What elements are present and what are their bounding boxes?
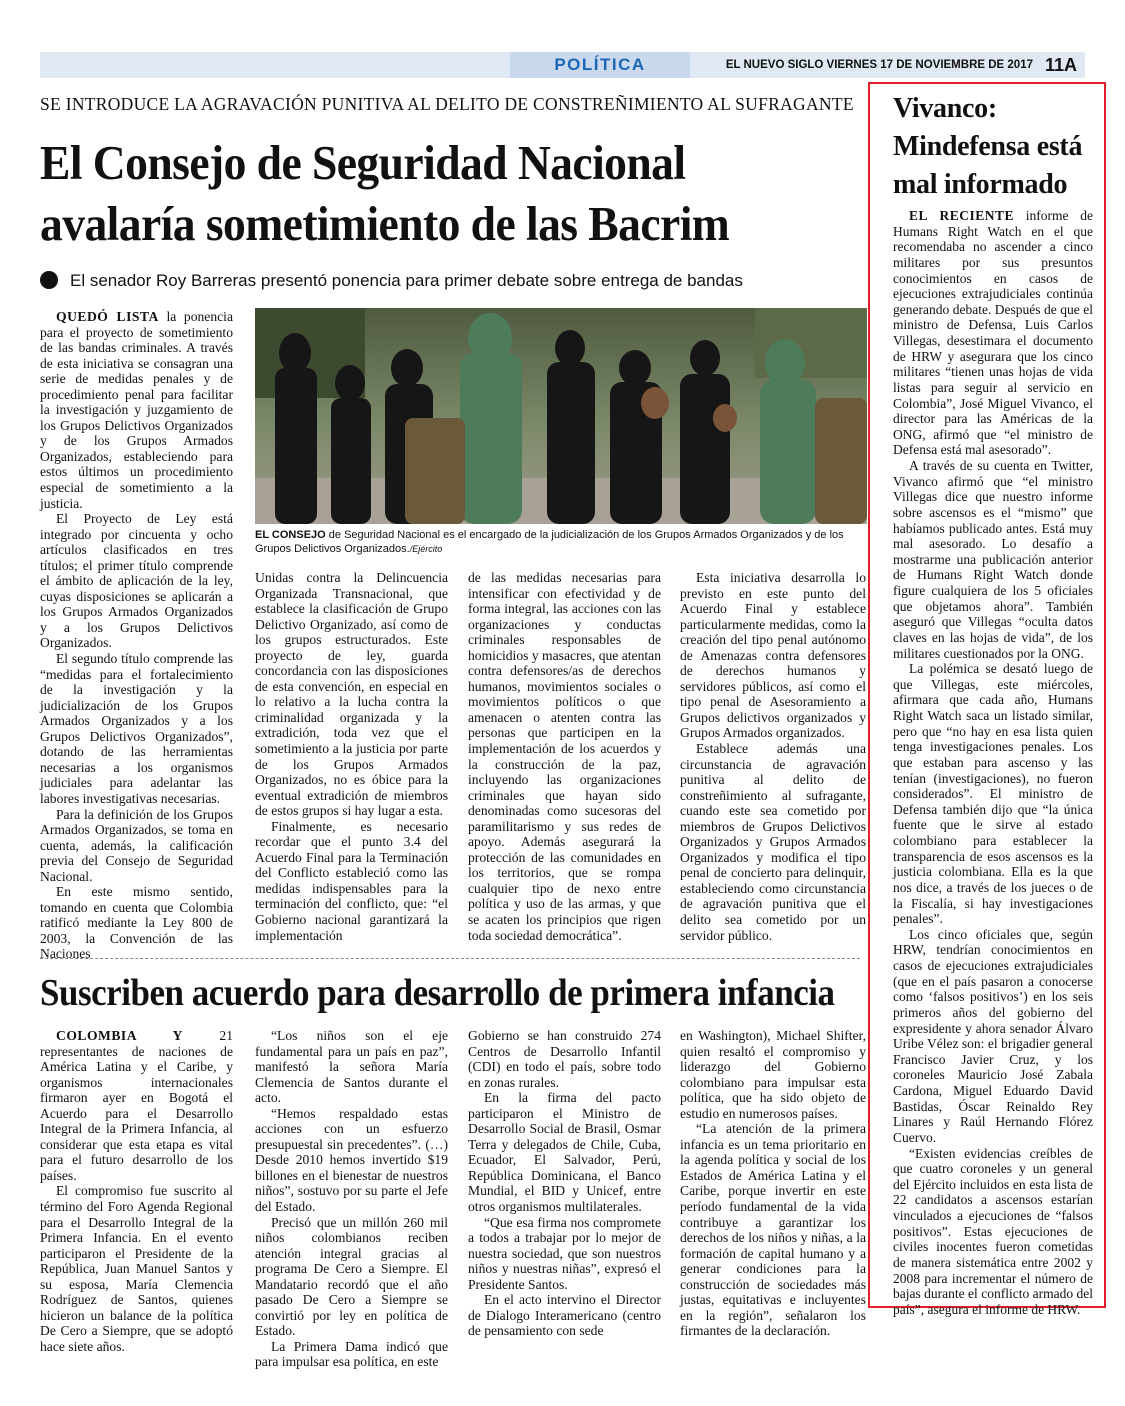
paragraph: En el acto intervino el Director de Dialogo Interamericano (centro de pensamiento con sede: [468, 1292, 661, 1339]
article-subhead: [40, 271, 865, 291]
paragraph: 21 representantes de naciones de América Latina y el Caribe, y organismos internacionales firmaron ayer en Bogotá el Acuerdo para el Desarrollo Integral de la Primera Infancia, al considerar que esta etapa es vital para el futuro desarrollo de los países.: [40, 1028, 233, 1183]
article-column-1: [40, 309, 233, 962]
paragraph: Establece además una circunstancia de agravación punitiva al delito de constreñimiento al sufragante, cuando este sea cometido por miembros de Grupos Delictivos Organizados y Grupos Armados Organizados y modifica el tipo penal de concierto para delinquir, estableciendo como circunstancia de agravación punitiva que el delito sea cometido por un servidor público.: [680, 741, 866, 943]
paragraph: Finalmente, es necesario recordar que el punto 3.4 del Acuerdo Final para la Terminación del Conflicto estableció como las medidas indispensables para la terminación del conflicto, que: “el Gobierno nacional garantizará la implementación: [255, 818, 448, 943]
caption-lead: EL CONSEJO: [255, 529, 326, 541]
paragraph: en Washington), Michael Shifter, quien resaltó el compromiso y liderazgo del Gobierno colombiano para impulsar esta política, que ha sido objeto de estudio en numerosos países.: [680, 1028, 866, 1121]
section-label: POLÍTICA: [510, 52, 690, 78]
second-article-column-1: [40, 1028, 233, 1354]
paragraph: El Proyecto de Ley está integrado por cincuenta y ocho artículos clasificados en tres títulos; el primer título comprende el ámbito de aplicación de la ley, cuyas disposiciones se aplicarán a los Grupos Armados Organizados y a los Grupos Delictivos Organizados.: [40, 511, 233, 651]
lead-in: COLOMBIA Y: [56, 1028, 183, 1043]
lead-in: QUEDÓ LISTA: [56, 309, 159, 324]
second-article-headline: Suscriben acuerdo para desarrollo de primera infancia: [40, 972, 835, 1014]
lead-in: EL RECIENTE: [909, 208, 1015, 223]
bullet-icon: [40, 271, 58, 289]
paragraph: Precisó que un millón 260 mil niños colombianos reciben atención integral gracias al programa De Cero a Siempre. El Mandatario recordó que el año pasado De Cero a Siempre se convirtió por ley en política de Estado.: [255, 1214, 448, 1339]
paragraph: de las medidas necesarias para intensificar con efectividad y de forma integral, las acciones con las organizaciones y conductas criminales responsables de homicidios y masacres, que atentan contra defensores/as de derechos humanos, movimientos sociales o movimientos políticos o que amenacen o atenten contra las personas que participen en la implementación de los acuerdos y la construcción de la paz, incluyendo las organizaciones criminales que hayan sido denominadas como sucesoras del paramilitarismo y sus redes de apoyo. Además asegurará la protección de las comunidades en los territorios, que se rompa cualquier tipo de nexo entre política y uso de las armas, y que se acaten los principios que rigen toda sociedad democrática”.: [468, 570, 661, 943]
paragraph: “Los niños son el eje fundamental para un país en paz”, manifestó la señora María Clemencia de Santos durante el acto.: [255, 1028, 448, 1106]
paragraph: La polémica se desató luego de que Villegas, este miércoles, afirmara que cada año, Humans Right Watch saca un listado similar, pero que “no hay en esa lista quien tenga investigaciones penales. Los que estaban para ascenso y las tenían (investigaciones), no fueron considerados”. El ministro de Defensa también dijo que “la única fuente que le sirve al estado colombiano para establecer la transparencia de esos ascensos es la justicia colombiana. Ella es la que nos dice, a través de los jueces o de la Fiscalía, si hay investigaciones penales”.: [893, 661, 1093, 927]
article-divider: [40, 958, 860, 959]
second-article-column-3: [468, 1028, 661, 1354]
paragraph: la ponencia para el proyecto de sometimiento de las bandas criminales. A través de esta iniciativa se consagran una serie de medidas penales y de procedimiento penal para facilitar la investigación y juzgamiento de los Grupos Delictivos Organizados y de los Grupos Armados Organizados, estableciendo para estos últimos un procedimiento especial de sometimiento a la justicia.: [40, 309, 233, 511]
second-article-column-2: [255, 1028, 448, 1370]
paragraph: En la firma del pacto participaron el Ministro de Desarrollo Social de Brasil, Osmar Terra y delegados de Chile, Cuba, Ecuador, El Salvador, Perú, República Dominicana, el Banco Mundial, el BID y Unicef, entre otros organismos multilaterales.: [468, 1090, 661, 1215]
page-number: 11A: [1044, 55, 1077, 75]
article-column-2: [255, 570, 448, 948]
paragraph: “Que esa firma nos compromete a todos a trabajar por lo mejor de nuestra sociedad, que son nuestros niños y nuestras niñas”, expresó el Presidente Santos.: [468, 1214, 661, 1292]
paragraph: “Hemos respaldado estas acciones con un esfuerzo presupuestal sin precedentes”. (…) Desde 2010 hemos invertido $19 billones en el bienestar de nuestros niños”, sostuvo por su parte el Jefe del Estado.: [255, 1105, 448, 1215]
page-header: [40, 52, 1085, 78]
sidebar-body: [893, 208, 1093, 1317]
paragraph: Los cinco oficiales que, según HRW, tendrían conocimientos en casos de ejecuciones extrajudiciales (que en el país pasaron a conocerse como ‘falsos positivos’) en los seis primeros años del gobierno del expresidente y ahora senador Álvaro Uribe Vélez son: el brigadier general Francisco Javier Cruz, y los coroneles Mauricio José Zabala Cardona, Miguel Eduardo David Bastidas, Óscar Reinaldo Rey Linares y Raúl Hernando Flórez Cuervo.: [893, 926, 1093, 1145]
paragraph: La Primera Dama indicó que para impulsar esa política, en este: [255, 1338, 448, 1370]
caption-text: de Seguridad Nacional es el encargado de la judicialización de los Grupos Armados Organizados y de los Grupos Delictivos Organizados.: [255, 529, 844, 555]
paragraph: “Existen evidencias creíbles de que cuatro coroneles y un general del Ejército incluidos en esta lista de 22 candidatos a ascensos estarían vinculados a ejecuciones de “falsos positivos”. Estas ejecuciones de civiles inocentes fueron cometidas de manera sistemática entre 2002 y 2008 para incrementar el número de bajas durante el conflicto armado del país”, asegura el informe de HRW.: [893, 1145, 1093, 1317]
paragraph: Esta iniciativa desarrolla lo previsto en este punto del Acuerdo Final y establece particularmente medidas, como la creación del tipo penal autónomo de Amenazas contra defensores de derechos humanos y servidores públicos, así como el tipo penal de Asesoramiento a Grupos delictivos organizados y Grupos Armados organizados.: [680, 570, 866, 741]
article-column-3: [468, 570, 661, 948]
paragraph: En este mismo sentido, tomando en cuenta que Colombia ratificó mediante la Ley 800 de 2003, la Convención de las Naciones: [40, 884, 233, 962]
headline-line-1: El Consejo de Seguridad Nacional: [40, 135, 686, 190]
headline-line-2: avalaría sometimiento de las Bacrim: [40, 196, 730, 251]
second-article-column-4: [680, 1028, 866, 1354]
photo-illustration: [255, 308, 867, 524]
photo-caption: [255, 528, 867, 556]
paragraph: El compromiso fue suscrito al término del Foro Agenda Regional para el Desarrollo Integral de la Primera Infancia. En el evento participaron el Presidente de la República, Juan Manuel Santos y su esposa, María Clemencia Rodríguez de Santos, quienes hicieron un balance de la política De Cero a Siempre, que se adoptó hace siete años.: [40, 1183, 233, 1354]
paragraph: informe de Humans Right Watch en el que recomendaba no ascender a cinco militares por sus presuntos conocimientos en casos de ejecuciones extrajudiciales continúa generando debate. Después de que el ministro de Defensa, Luis Carlos Villegas, desestimara el documento de HRW y asegurara que los cinco militares “tienen unas hojas de vida listas para seguir al servicio en Colombia”, José Miguel Vivanco, el director para las Américas de la ONG, afirmó que “el ministro de Defensa está mal asesorado”.: [893, 208, 1093, 458]
article-kicker: SE INTRODUCE LA AGRAVACIÓN PUNITIVA AL DELITO DE CONSTREÑIMIENTO AL SUFRAGANTE: [40, 94, 854, 114]
paragraph: Unidas contra la Delincuencia Organizada Transnacional, que establece la clasificación de Grupo Delictivo Organizado, así como de los grupos estructurados. Este proyecto de ley, guarda concordancia con las disposiciones de esta convención, en especial en lo relativo a la lucha contra la criminalidad organizada y la extradición, toda vez que el sometimiento a la justicia por parte de los Grupos Armados Organizados, no es óbice para la eventual extradición de miembros de estos grupos si hay lugar a esta.: [255, 570, 448, 819]
paragraph: “La atención de la primera infancia es un tema prioritario en la agenda política y social de los Estados de América Latina y el Caribe, porque invertir en este período fundamental de la vida contribuye a garantizar los derechos de los niños y niñas, a la formación de capital humano y a generar condiciones para la construcción de sociedades más justas, equitativas e incluyentes en la región”, señalaron los firmantes de la declaración.: [680, 1121, 866, 1339]
photo-credit: /Ejército: [409, 544, 443, 554]
article-photo: [255, 308, 867, 524]
paragraph: Gobierno se han construido 274 Centros de Desarrollo Infantil (CDI) en todo el país, sobre todo en zonas rurales.: [468, 1028, 661, 1090]
paragraph: Para la definición de los Grupos Armados Organizados, se toma en cuenta, además, la calificación previa del Consejo de Seguridad Nacional.: [40, 806, 233, 884]
publication-date: EL NUEVO SIGLO VIERNES 17 DE NOVIEMBRE DE 2017: [725, 59, 1033, 71]
sidebar-title: Vivanco: Mindefensa está mal informado: [893, 93, 1083, 200]
paragraph: El segundo título comprende las “medidas para el fortalecimiento de la investigación y la judicialización de los Grupos Armados Organizados y a los Grupos Delictivos Organizados”, dotando de las herramientas necesarias a los organismos judiciales para adelantar las labores investigativas necesarias.: [40, 651, 233, 806]
paragraph: A través de su cuenta en Twitter, Vivanco afirmó que “el ministro Villegas dice que nuestro informe sobre ascensos es el “mismo” que habíamos publicado antes. Está muy mal asesorado. Lo desafío a mostrarme una publicación anterior de Humans Right Watch donde figure cualquiera de los 5 oficiales que objetamos ahora”. También aseguró que Villegas “oculta datos claves en las hojas de vida”, de los militares cuestionados por la ONG.: [893, 458, 1093, 661]
article-headline: [40, 132, 807, 254]
subhead-text: El senador Roy Barreras presentó ponencia para primer debate sobre entrega de bandas: [70, 271, 743, 290]
article-column-4: [680, 570, 866, 948]
